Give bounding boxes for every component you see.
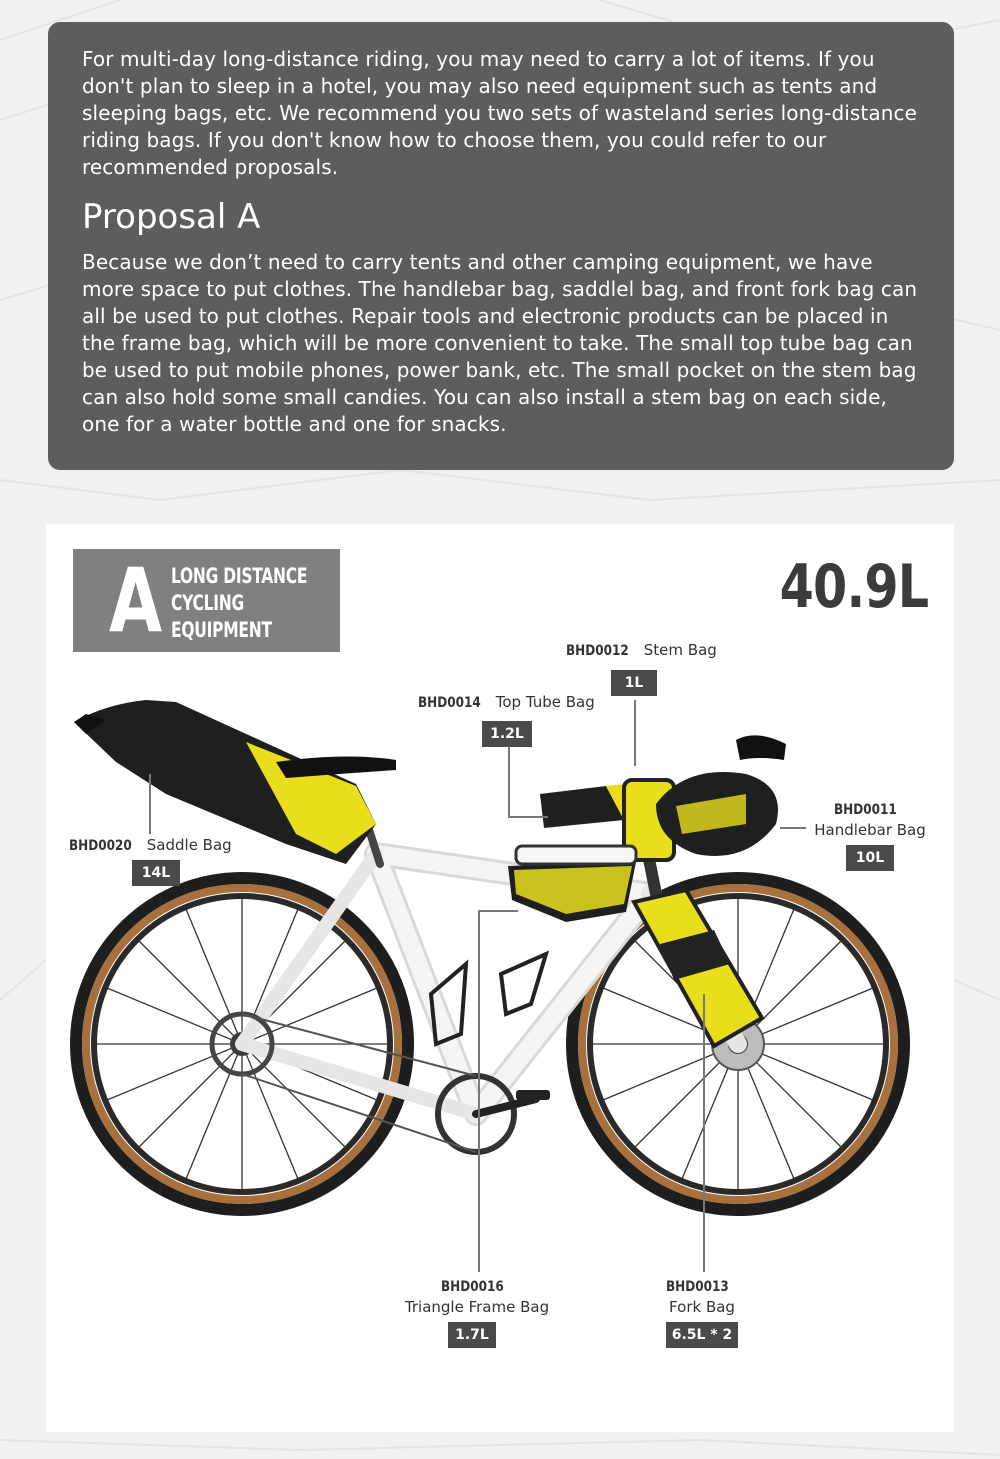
leader-top-tube-v (508, 746, 510, 818)
proposal-title: Proposal A (82, 197, 261, 237)
top-tube-bag-code: BHD0014 (418, 695, 481, 711)
saddle-bag-name: Saddle Bag (146, 836, 232, 854)
fork-bag-graphic (634, 890, 762, 1046)
badge-line-3: EQUIPMENT (171, 618, 272, 642)
saddle-bag-code: BHD0020 (69, 838, 132, 854)
frame-bag-label (382, 1276, 572, 1317)
badge-line-2: CYCLING (171, 591, 244, 615)
handlebar-bag-code: BHD0011 (833, 802, 897, 818)
top-tube-bag-capacity: 1.2L (482, 721, 532, 747)
saddle-bag-label (69, 835, 232, 856)
handlebar-bag-name: Handlebar Bag (814, 821, 926, 839)
stem-bag-name: Stem Bag (643, 641, 717, 659)
badge-line-1: LONG DISTANCE (171, 564, 308, 588)
stem-bag-capacity: 1L (611, 670, 657, 696)
intro-paragraph: For multi-day long-distance riding, you may need to carry a lot of items. If you don't plan to sleep in a hotel, you may also need equipment such as tents and sleeping bags, etc. We recommend you two sets of wasteland series long-distance riding bags. If you don't know how to choose them, you could refer to our recommended proposals. (82, 47, 917, 179)
intro-panel (48, 22, 954, 470)
frame-bag-name: Triangle Frame Bag (404, 1298, 550, 1316)
bottle-cage-down (501, 954, 546, 1014)
handlebar-bag-label (806, 799, 934, 840)
top-tube-bag-name: Top Tube Bag (495, 693, 595, 711)
leader-frame-v (478, 910, 480, 1272)
stem-bag-label (566, 640, 717, 661)
handlebar-bag-graphic (656, 735, 786, 856)
frame-bag-code: BHD0016 (440, 1279, 504, 1295)
equipment-card (46, 524, 954, 1432)
top-tube-bag-label (418, 692, 595, 713)
leader-saddle (149, 774, 151, 834)
fork-bag-code: BHD0013 (665, 1279, 729, 1295)
leader-fork (703, 994, 705, 1272)
leader-frame-h (478, 910, 518, 912)
fork-bag-name: Fork Bag (669, 1298, 735, 1316)
badge-letter: A (109, 549, 163, 652)
frame-bag-capacity: 1.7L (448, 1322, 496, 1348)
total-volume: 40.9L (779, 552, 928, 622)
handlebar-bag-capacity: 10L (846, 845, 894, 871)
fork-bag-label (642, 1276, 762, 1317)
stem-bag-code: BHD0012 (566, 643, 629, 659)
saddle-bag-capacity: 14L (132, 860, 180, 886)
leader-handlebar (780, 827, 806, 829)
leader-stem (634, 700, 636, 766)
frame-bag-graphic (508, 846, 636, 922)
leader-top-tube-h (508, 816, 548, 818)
fork-bag-capacity: 6.5L * 2 (666, 1322, 738, 1348)
proposal-text: Because we don’t need to carry tents and other camping equipment, we have more space to put clothes. The handlebar bag, saddlel bag, and front fork bag can all be used to put clothes. Repair tools and electronic products can be placed in the frame bag, which will be more convenient to take. The small top tube bag can be used to put mobile phones, power bank, etc. The small pocket on the stem bag can also hold some small candies. You can also install a stem bag on each side, one for a water bottle and one for snacks. (82, 250, 918, 436)
